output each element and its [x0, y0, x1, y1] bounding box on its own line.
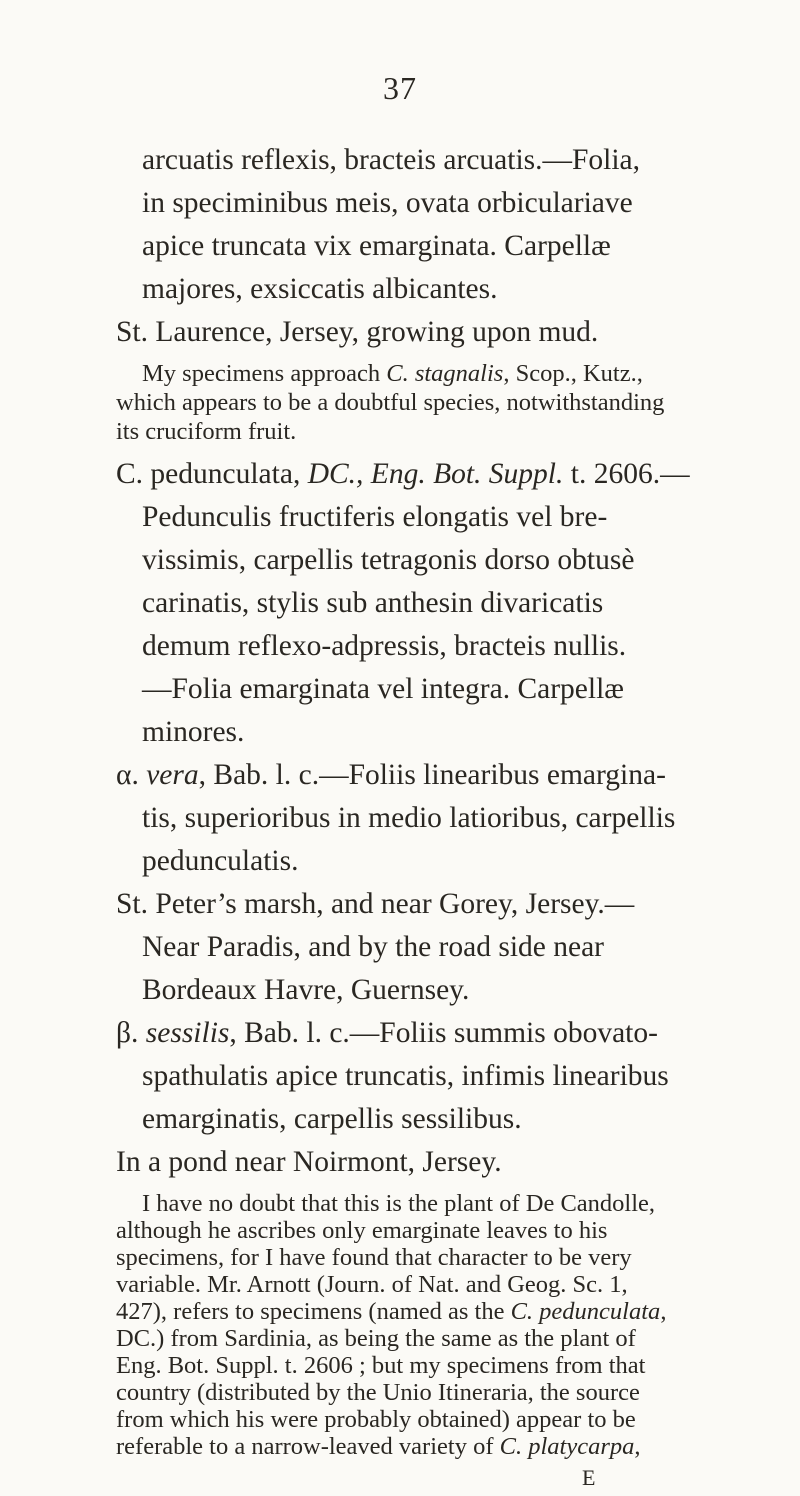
text-line: I have no doubt that this is the plant of De Candolle,	[142, 1190, 656, 1217]
text-line: α. vera, Bab. l. c.—Foliis linearibus emargina-	[116, 759, 666, 791]
text-line: which appears to be a doubtful species, notwithstanding	[116, 389, 665, 416]
text-line: spathulatis apice truncatis, infimis linearibus	[142, 1060, 669, 1092]
text-line: its cruciform fruit.	[116, 418, 297, 445]
text-line: 427), refers to specimens (named as the C. pedunculata,	[116, 1298, 667, 1325]
text-line: country (distributed by the Unio Itineraria, the source	[116, 1379, 640, 1406]
text-line: —Folia emarginata vel integra. Carpellæ	[142, 673, 624, 705]
text-line: although he ascribes only emarginate leaves to his	[116, 1217, 608, 1244]
signature-mark: E	[582, 1465, 596, 1490]
text-line: from which his were probably obtained) appear to be	[116, 1406, 636, 1433]
text-line: referable to a narrow-leaved variety of C. platycarpa,	[116, 1433, 641, 1460]
text-line: apice truncata vix emarginata. Carpellæ	[142, 230, 611, 262]
text-line: tis, superioribus in medio latioribus, carpellis	[142, 802, 676, 834]
text-line: Pedunculis fructiferis elongatis vel bre-	[142, 501, 608, 533]
text-line: C. pedunculata, DC., Eng. Bot. Suppl. t. 2606.—	[116, 458, 690, 490]
text-line: specimens, for I have found that character to be very	[116, 1244, 632, 1271]
text-line: My specimens approach C. stagnalis, Scop., Kutz.,	[142, 360, 643, 387]
text-line: pedunculatis.	[142, 845, 299, 877]
page-number: 37	[383, 70, 417, 106]
text-line: In a pond near Noirmont, Jersey.	[116, 1146, 502, 1178]
text-line: St. Laurence, Jersey, growing upon mud.	[116, 316, 599, 348]
text-line: demum reflexo-adpressis, bracteis nullis.	[142, 630, 627, 662]
text-line: Eng. Bot. Suppl. t. 2606 ; but my specimens from that	[116, 1352, 646, 1379]
text-line: β. sessilis, Bab. l. c.—Foliis summis obovato-	[116, 1017, 658, 1049]
text-line: DC.) from Sardinia, as being the same as the plant of	[116, 1325, 636, 1352]
text-line: variable. Mr. Arnott (Journ. of Nat. and Geog. Sc. 1,	[116, 1271, 628, 1298]
text-line: arcuatis reflexis, bracteis arcuatis.—Folia,	[142, 144, 641, 176]
text-line: Bordeaux Havre, Guernsey.	[142, 974, 470, 1006]
text-line: majores, exsiccatis albicantes.	[142, 273, 498, 305]
text-line: carinatis, stylis sub anthesin divaricatis	[142, 587, 604, 619]
text-line: vissimis, carpellis tetragonis dorso obtusè	[142, 544, 635, 576]
text-line: emarginatis, carpellis sessilibus.	[142, 1103, 522, 1135]
text-line: minores.	[142, 716, 245, 748]
text-line: in speciminibus meis, ovata orbiculariave	[142, 187, 633, 219]
text-line: St. Peter’s marsh, and near Gorey, Jersey.—	[116, 888, 635, 920]
text-line: Near Paradis, and by the road side near	[142, 931, 604, 963]
